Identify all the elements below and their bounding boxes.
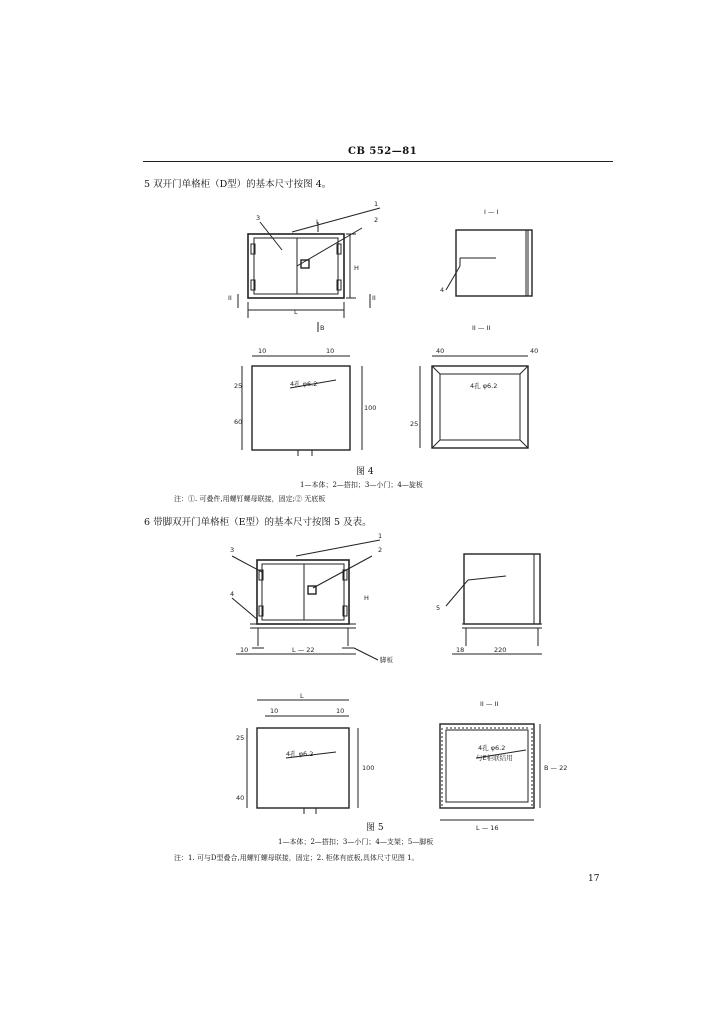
fig5-dim-L: L [300, 692, 304, 700]
fig4-section-I [446, 230, 532, 296]
fig5-callout-5: 5 [436, 604, 441, 612]
section6-heading: 6 带脚双开门单格柜（E型）的基本尺寸按图 5 及表。 [144, 517, 372, 528]
fig4-dim-25-b: 25 [410, 420, 419, 428]
fig4-dim-H: H [354, 264, 359, 272]
fig4-section-I-label: I — I [484, 208, 499, 216]
fig4-callout-3: 3 [256, 214, 261, 222]
fig5-dim-25: 25 [236, 734, 245, 742]
fig4-section-hole-label: 4孔 φ6.2 [470, 382, 498, 390]
fig4-top-view [242, 356, 362, 456]
fig5-dim-10-a: 10 [270, 707, 279, 715]
fig5-dim-L-minus-b: L — 16 [476, 824, 499, 832]
figure4-drawings [238, 208, 532, 456]
fig4-dim-I: I [316, 218, 318, 226]
fig5-section-hole-note: 与E柜联结用 [476, 754, 513, 762]
figure4-title: 图 4 [356, 467, 374, 477]
fig5-dim-40: 40 [236, 794, 245, 802]
fig5-hole-label: 4孔 φ6.2 [286, 750, 314, 758]
figure5-note: 注：1. 可与D型叠合,用螺钉螺母联接，固定；2. 柜体有底板,具体尺寸见图 1。 [174, 854, 419, 862]
fig5-dim-10: 10 [240, 646, 249, 654]
fig4-hole-label: 4孔 φ6.2 [290, 380, 318, 388]
fig4-dim-10-b: 10 [326, 347, 335, 355]
figure4-legend: 1—本体；2—搭扣；3—小门；4—旋板 [300, 481, 423, 489]
fig4-dim-II-left: II [228, 294, 232, 302]
fig5-dim-B-minus: B — 22 [544, 764, 568, 772]
fig4-dim-L: L [294, 308, 298, 316]
figure5-legend: 1—本体；2—搭扣；3—小门；4—支架；5—脚板 [278, 838, 434, 846]
fig5-callout-4: 4 [230, 590, 235, 598]
fig5-dim-L-minus: L — 22 [292, 646, 315, 654]
fig4-dim-100: 100 [364, 404, 377, 412]
fig5-dim-18: 18 [456, 646, 465, 654]
section5-heading: 5 双开门单格柜（D型）的基本尺寸按图 4。 [144, 179, 332, 190]
fig5-side-view [446, 554, 542, 654]
fig5-dim-H: H [364, 594, 369, 602]
fig4-callout-2: 2 [374, 216, 379, 224]
fig5-dim-100: 100 [362, 764, 375, 772]
fig5-section-label: II — II [480, 700, 499, 708]
fig4-section-II-label: II — II [472, 324, 491, 332]
fig4-callout-1: 1 [374, 200, 379, 208]
fig4-dim-II-right: II [372, 294, 376, 302]
fig4-dim-40-a: 40 [436, 347, 445, 355]
fig5-dim-220: 220 [494, 646, 507, 654]
fig5-front-view [232, 540, 383, 660]
fig4-dim-60: 60 [234, 418, 243, 426]
fig4-dim-40-b: 40 [530, 347, 539, 355]
fig4-section-II [420, 356, 528, 448]
fig5-callout-3: 3 [230, 546, 235, 554]
page-number: 17 [588, 874, 600, 884]
fig5-dim-10-b: 10 [336, 707, 345, 715]
fig5-callout-2: 2 [378, 546, 383, 554]
fig4-callout-4: 4 [440, 286, 445, 294]
fig5-callout-1: 1 [378, 532, 383, 540]
figure5-drawings [232, 540, 542, 820]
fig5-section-hole-label: 4孔 φ6.2 [478, 744, 506, 752]
fig5-section-II [440, 724, 540, 820]
figure5-title: 图 5 [366, 823, 384, 833]
fig4-dim-25: 25 [234, 382, 243, 390]
figure4-note: 注：①. 可叠件,用螺钉螺母联接，固定;② 无底板 [174, 495, 326, 503]
fig4-dim-10-a: 10 [258, 347, 267, 355]
fig5-foot-label: 脚板 [380, 656, 393, 664]
page-header: CB 552—81 [348, 146, 418, 157]
fig4-dim-B: B [320, 324, 325, 332]
